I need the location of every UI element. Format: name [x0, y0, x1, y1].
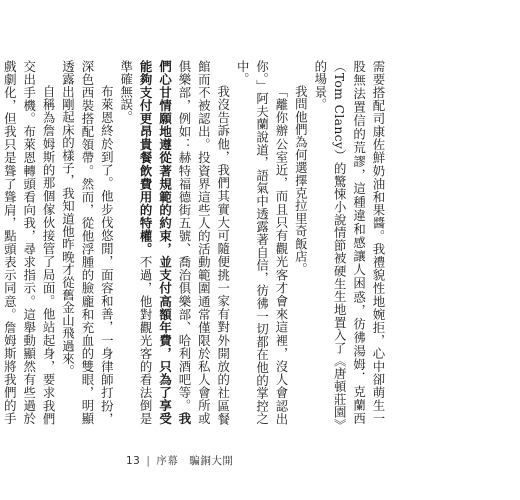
book-title: 騙銅大開 [189, 455, 234, 467]
paragraph-6: 自稱為詹姆斯的那個傢伙接管了局面。他站起身，要求我們交出手機。布萊恩轉頭看向我，尋求指示。這舉動顯然有些過於戲劇化，但我只是聳了聳肩，點頭表示同意。詹姆斯將我們的手 [2, 60, 57, 425]
body-text [0, 60, 388, 425]
page-number: 13 [126, 455, 141, 467]
paragraph-4-tail: 不過，他對觀光客的看法倒是準確無誤。 [118, 60, 154, 425]
paragraph-3: 「離你辦公室近，而且只有觀光客才會來這裡，沒人會認出你。」阿夫蘭說道，語氣中透露著自信，彷彿一切都在他的掌控之中。 [235, 60, 289, 425]
paragraph-4-bold: 我們心甘情願地遵從著規範的約束，並支付高額年費，只為了享受能夠支付更昂貴餐飲費用的特權。 [138, 60, 192, 425]
paragraph-4-lead: 我沒告訴他，我們其實大可隨便挑一家有對外開放的社區餐館而不被認出。投資界這些人的活動範圍通常僅限於私人會所或俱樂部，例如：赫特福德街五號、喬治俱樂部、哈利酒吧等。 [176, 60, 231, 425]
paragraph-1: 需要搭配司康佐鮮奶油和果醬。我禮貌性地婉拒，心中卻萌生一股無法置信的荒謬，這種違和感讓人困惑，彷彿湯姆．克蘭西（Tom Clancy）的驚悚小說情節被硬生生地置入了《唐頓莊園》的場景。 [312, 60, 386, 425]
paragraph-5: 布萊恩終於到了。他步伐悠閒，面容和善，一身律師打扮，深色西裝搭配領帶。然而，從他浮腫的臉龐和充血的雙眼，明顯透露出剛起床的樣子，我知道他昨晚才從舊金山飛過來。 [60, 60, 115, 425]
page-footer [126, 453, 233, 468]
section-name: 序幕 [156, 455, 179, 467]
paragraph-2: 我問他們為何選擇克拉里奇飯店。 [293, 84, 309, 276]
paragraph-4 [116, 60, 232, 425]
footer-separator: | [146, 455, 151, 467]
